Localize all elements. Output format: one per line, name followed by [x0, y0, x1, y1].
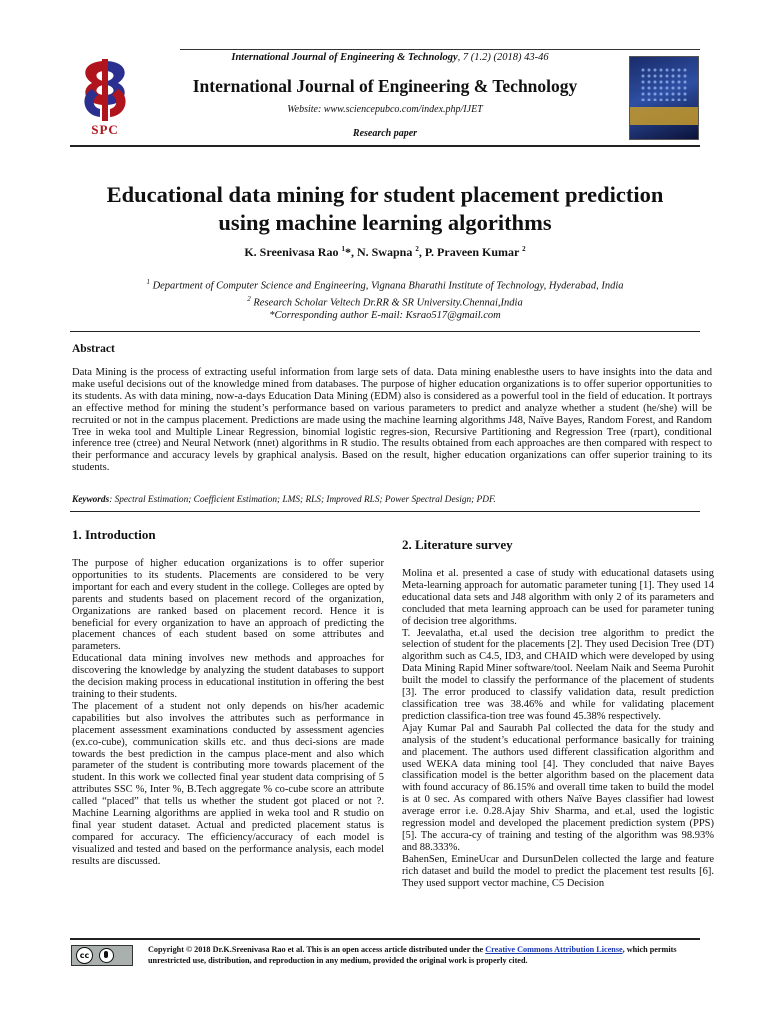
keywords-rule: [70, 511, 700, 512]
affiliation-1-text: Department of Computer Science and Engineering, Vignana Bharathi Institute of Technology, Hyderabad, India: [152, 280, 624, 292]
affiliation-2-number: 2: [247, 295, 251, 303]
journal-website: Website: www.sciencepubco.com/index.php/IJET: [287, 104, 483, 115]
copyright-text: Copyright © 2018 Dr.K.Sreenivasa Rao et al. This is an open access article distributed under the: [148, 945, 486, 954]
journal-title: International Journal of Engineering & Technology: [192, 76, 578, 96]
license-link[interactable]: Creative Commons Attribution License: [485, 945, 623, 954]
corresponding-author: *Corresponding author E-mail: Ksrao517@gmail.com: [269, 310, 501, 321]
header-top-rule: [180, 49, 700, 50]
author-2-affil: 2: [415, 245, 419, 253]
header-rule: [70, 145, 700, 147]
author-1-mark: *,: [344, 245, 357, 259]
abstract-text: Data Mining is the process of extracting useful information from large sets of data. Data mining enablesthe users to have insights into the data and make useful decisions out of the knowledge mined from databases. The purpose of higher education organizations is to offer superior opportunities to its students. As with data mining, now-a-days Education Data Mining (EDM) also is considered as a powerful tool in the field of education. It portrays an effective method for mining the student’s performance based on various parameters to predict and analyze whether a student (he/she) will be recruited or not in the campus placement. Predictions are made using the machine learning algorithms J48, Naïve Bayes, Random Forest, and Random Tree in weka tool and Multiple Linear Regression, binomial logistic regres-sion, Recursive Partitioning and Regression Tree (rpart), conditional inference tree (ctree) and Neural Network (nnet) algorithms in R studio. The results obtained from each approaches are then compared with respect to their performance and accuracy levels by graphical analysis. Based on the result, higher education organizations can offer superior training to its students.: [72, 367, 712, 474]
intro-paragraph-3: The placement of a student not only depends on his/her academic capabilities but also involves the attributes such as performance in placement assessment examinations conducted by assessment agencies (ex.co-cube), communication skills etc. and thus deci-sions are made towards the best prediction in the campus place-ment and also which parameter of the student is contributing more towards placement of the student. In this work we collected final year student data comprising of 5 attributes SSC %, Inter %, B.Tech aggregate % co-cube score an attribute called “placed” that tells us whether the student got placed or not ?. Machine Learning algorithms are applied in weka tool and R studio on final year student dataset. Actual and predicted placement status is compared for accuracy. The efficiency/accuracy of each model is visualized and tested and based on the performance analysis, each model results are discussed.: [72, 700, 384, 867]
running-volume: , 7 (1.2) (2018) 43-46: [457, 52, 549, 63]
literature-paragraph-4: BahenSen, EmineUcar and DursunDelen collected the large and feature rich dataset and build the model to predict the placement test results [6]. They used support vector machine, C5 Decision: [402, 853, 714, 889]
author-1-affil: 1: [341, 245, 345, 253]
attribution-icon: [99, 948, 114, 963]
author-2-sep: ,: [418, 245, 425, 259]
keywords-list: : Spectral Estimation; Coefficient Estimation; LMS; RLS; Improved RLS; Power Spectral Design; PDF.: [109, 495, 496, 505]
author-2: N. Swapna: [356, 245, 413, 259]
literature-heading: 2. Literature survey: [402, 537, 513, 552]
title-line-2: using machine learning algorithms: [218, 210, 552, 235]
literature-paragraph-3: Ajay Kumar Pal and Saurabh Pal collected the data for the study and analysis of the student’s educational performance basically for training and placement. The authors used different classification algorithm and used WEKA data mining tool [4]. They concluded that naive Bayes classification model is the better algorithm based on the placement data with found accuracy of 86.15% and overall time taken to build the model is at 0 sec. As compared with others Naïve Bayes classifier had lowest average error i.e. 0.28.Ajay Shiv Sharma, and et.al, used the logistic regression model and developed the placement prediction system (PPS) [5]. The accura-cy of training and testing of the algorithm was 98.93% and 88.333%.: [402, 722, 714, 853]
keywords: [72, 495, 702, 505]
author-1: K. Sreenivasa Rao: [244, 245, 339, 259]
running-header: [180, 52, 600, 63]
paper-type: Research paper: [352, 128, 418, 139]
footer-rule: [70, 938, 700, 940]
spc-logo-text: SPC: [91, 122, 119, 137]
introduction-heading: 1. Introduction: [72, 527, 156, 542]
abstract-heading: Abstract: [72, 343, 115, 355]
title-line-1: Educational data mining for student placement prediction: [106, 182, 664, 207]
copyright-notice: [148, 944, 718, 966]
cc-icon: cc: [76, 947, 93, 964]
literature-column: [402, 568, 714, 889]
author-3: P. Praveen Kumar: [424, 245, 520, 259]
abstract-rule: [70, 331, 700, 332]
intro-paragraph-1: The purpose of higher education organizations is to offer superior opportunities to its students. Placements are considered to be very important for each and every student in the college. Colleges are opted by parents and students based on placement record of the organization, Organizations are ranked based on placement record. Hence it is beneficial for every organization to have an approach of predicting the placement chances of each student based on some attributes and parameters.: [72, 558, 384, 653]
creative-commons-by-icon: [71, 945, 133, 966]
affiliation-1: [70, 276, 700, 293]
affiliation-1-number: 1: [146, 278, 150, 286]
affiliation-2-text: Research Scholar Veltech Dr.RR & SR University.Chennai,India: [253, 297, 523, 309]
introduction-column: [72, 558, 384, 868]
author-list: [70, 245, 700, 260]
copyright-text-end: , which permits unrestricted use, distribution, and reproduction in any medium, provided the original work is properly cited.: [148, 945, 677, 965]
paper-title: [70, 181, 700, 237]
author-3-affil: 2: [522, 245, 526, 253]
affiliation-2: [70, 293, 700, 310]
literature-paragraph-1: Molina et al. presented a case of study with educational datasets using Meta-learning approach for automatic parameter tuning [1]. They used 14 educational data sets and J48 algorithm with only 2 of its parameters and concluded that meta learning approach can be used for parameter tuning of decision tree algorithms.: [402, 568, 714, 627]
journal-cover-icon: [629, 56, 699, 140]
intro-paragraph-2: Educational data mining involves new methods and approaches for discovering the knowledge by analyzing the student databases to support the decision making process in educational institution in offering the best training to their students.: [72, 653, 384, 700]
running-journal: International Journal of Engineering & Technology: [231, 52, 458, 63]
affiliations: [70, 276, 700, 323]
literature-paragraph-2: T. Jeevalatha, et.al used the decision tree algorithm to predict the selection of student for the placements [2]. They used Decision Tree (DT) algorithm such as C4.5, ID3, and CHAID which were developed by using Data Mining Rapid Miner software/tool. Neelam Naik and Seema Purohit built the model to classify the performance of the placement of students [3]. The error produced to classify validation data, result prediction classification tree was 38.46% and while for validating placement prediction classifica-tion tree was found 45.38% respectively.: [402, 627, 714, 722]
keywords-label: Keywords: [72, 495, 110, 505]
